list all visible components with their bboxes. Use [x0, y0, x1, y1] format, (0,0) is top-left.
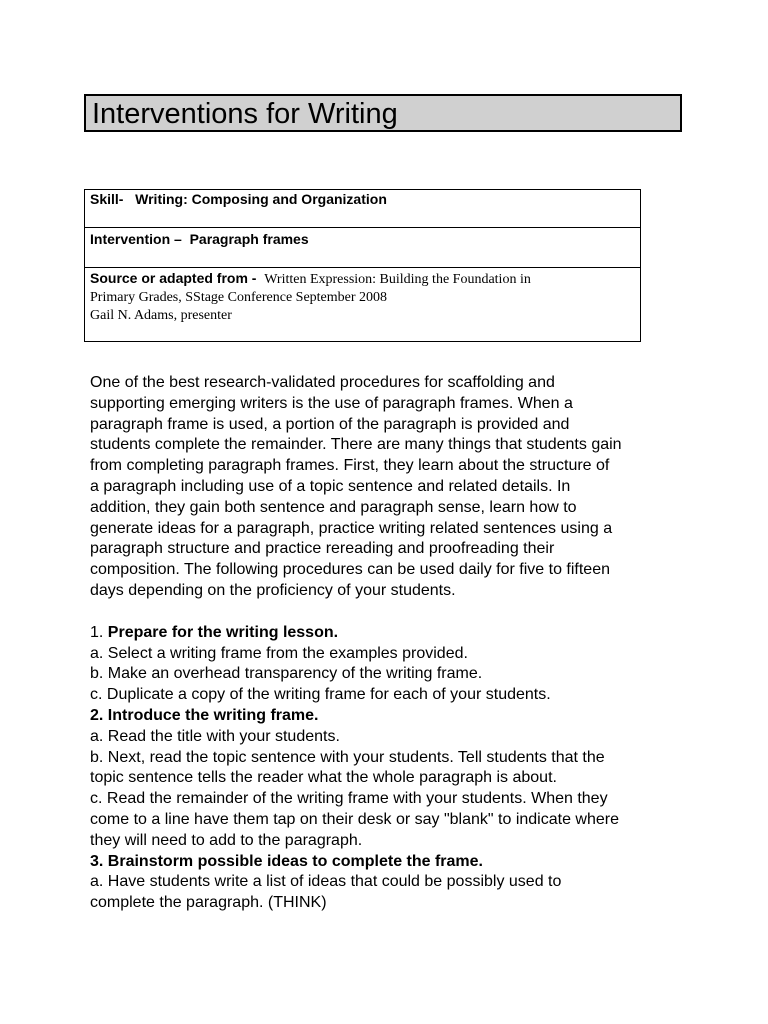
step-heading-3: 3. Brainstorm possible ideas to complete the frame. — [90, 852, 483, 870]
step-2-item-a: a. Read the title with your students. — [90, 727, 340, 745]
source-text-3: Gail N. Adams, presenter — [90, 308, 232, 323]
step-1-item-a: a. Select a writing frame from the examples provided. — [90, 644, 468, 662]
step-2-item-c: c. Read the remainder of the writing frame with your students. When they come to a line have them tap on their desk or say "blank" to indicate where they will need to add to the paragraph. — [90, 790, 619, 849]
step-number-1: 1. — [90, 623, 104, 641]
intervention-label: Intervention – — [90, 231, 182, 247]
info-table — [84, 189, 641, 342]
step-1-item-c: c. Duplicate a copy of the writing frame for each of your students. — [90, 686, 551, 704]
intervention-value: Paragraph frames — [189, 231, 309, 247]
skill-label: Skill- — [90, 191, 124, 207]
intervention-cell — [85, 228, 641, 268]
source-label: Source or adapted from - — [90, 270, 257, 286]
source-line-1 — [90, 269, 635, 289]
skill-value: Writing: Composing and Organization — [135, 191, 387, 207]
step-1-item-b: b. Make an overhead transparency of the writing frame. — [90, 665, 483, 683]
step-heading-2: 2. Introduce the writing frame. — [90, 706, 319, 724]
source-text-2: Primary Grades, SStage Conference September 2008 — [90, 290, 388, 305]
table-row-skill — [85, 190, 641, 228]
step-3-item-a: a. Have students write a list of ideas that could be possibly used to complete the paragraph. (THINK) — [90, 873, 562, 912]
skill-cell — [85, 190, 641, 228]
step-title-1: Prepare for the writing lesson. — [107, 623, 339, 641]
step-2-item-b: b. Next, read the topic sentence with your students. Tell students that the topic sentence tells the reader what the whole paragraph is about. — [90, 748, 605, 787]
body-content — [90, 373, 690, 914]
intro-paragraph: One of the best research-validated procedures for scaffolding and supporting emerging writers is the use of paragraph frames. When a paragraph frame is used, a portion of the paragraph is provided and students complete the remainder. There are many things that students gain from completing paragraph frames. First, they learn about the structure of a paragraph including use of a topic sentence and related details. In addition, they gain both sentence and paragraph sense, learn how to generate ideas for a paragraph, practice writing related sentences using a paragraph structure and practice rereading and proofreading their composition. The following procedures can be used daily for five to fifteen days depending on the proficiency of your students. — [90, 374, 622, 599]
step-heading-1 — [90, 623, 690, 644]
source-text-1: Written Expression: Building the Foundation in — [264, 272, 531, 287]
title-box — [84, 94, 682, 132]
source-cell — [85, 268, 641, 342]
page-title: Interventions for Writing — [92, 98, 398, 130]
table-row-intervention — [85, 228, 641, 268]
table-row-source — [85, 268, 641, 342]
